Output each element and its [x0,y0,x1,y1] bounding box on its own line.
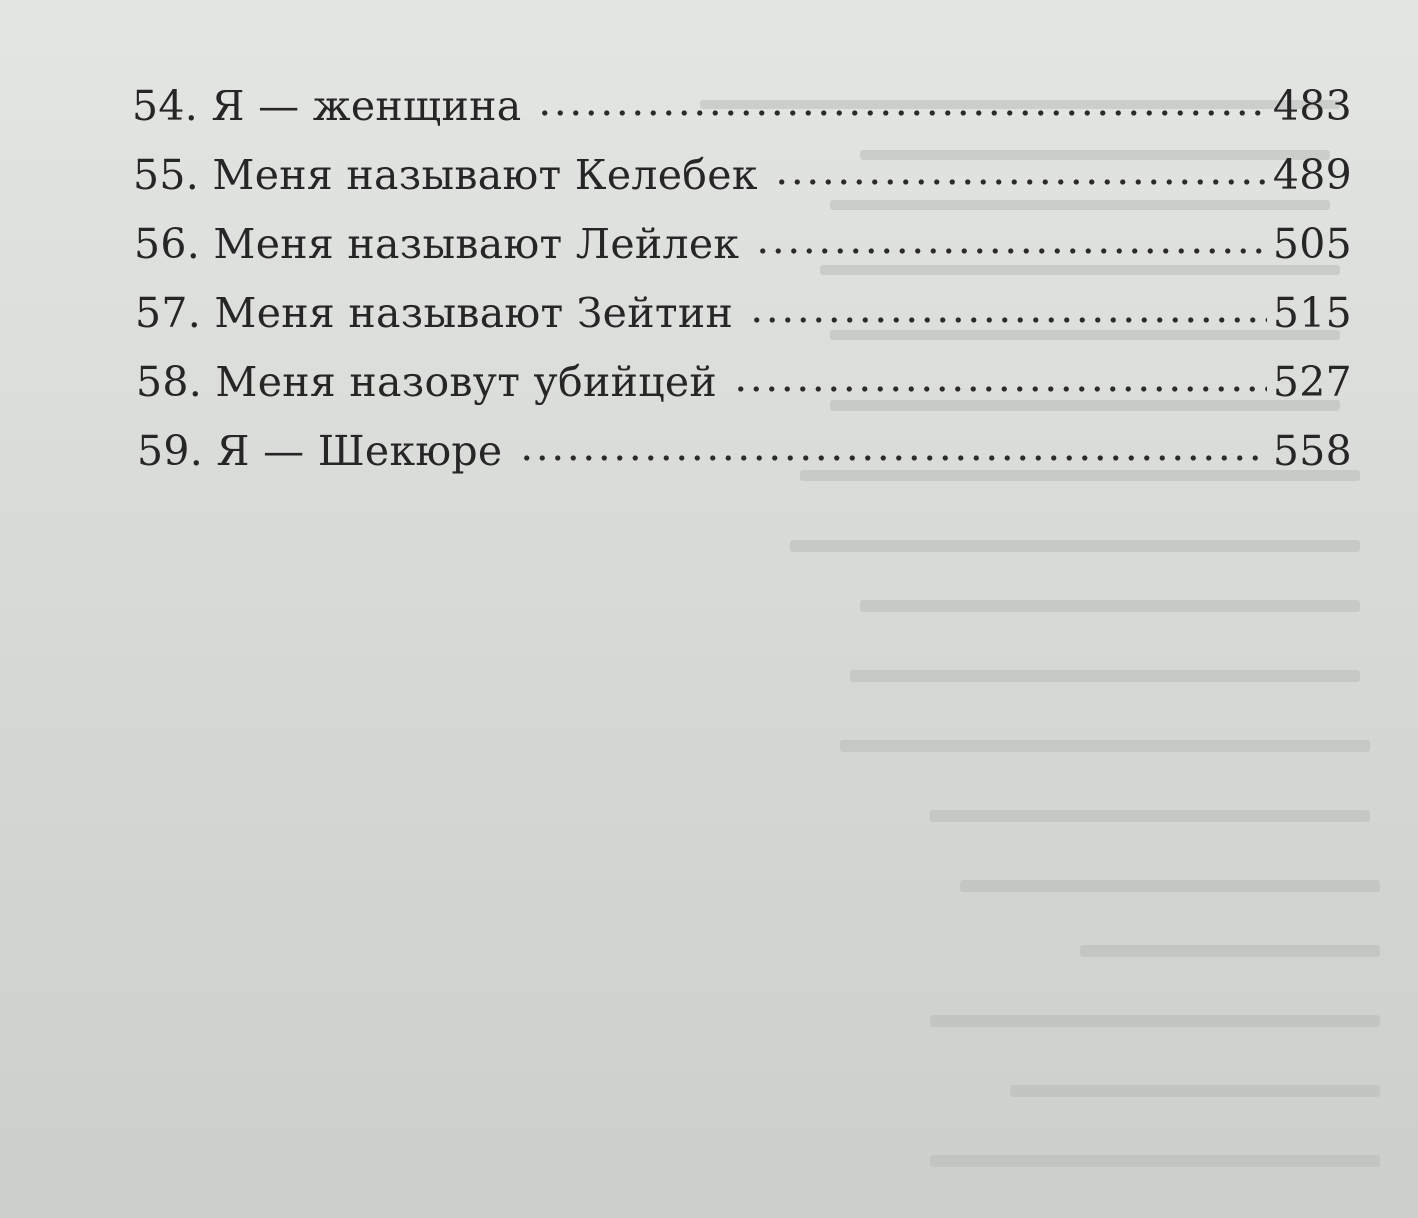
toc-entry-page: 505 [1272,220,1352,268]
toc-entry-page: 483 [1272,82,1352,130]
dot-leader [774,179,1267,185]
toc-entry [132,417,1352,486]
toc-entry-title: 54. Я — женщина [132,82,522,130]
toc-entry-page: 558 [1272,427,1352,475]
toc-entry-title: 57. Меня называют Зейтин [135,289,734,337]
toc-entry-page: 527 [1272,358,1352,406]
toc-entry [132,279,1352,348]
dot-leader [537,110,1266,116]
dot-leader [749,317,1267,323]
toc-entry-title: 58. Меня назовут убийцей [136,358,718,406]
toc-entry [132,210,1352,279]
toc-entry-title: 55. Меня называют Келебек [133,151,758,199]
toc-entry-title: 56. Меня называют Лейлек [134,220,740,268]
toc-entry [132,348,1352,417]
toc-entry-title: 59. Я — Шекюре [137,427,503,475]
toc-entry-page: 515 [1272,289,1352,337]
toc-entry [132,141,1352,210]
dot-leader [755,248,1266,254]
toc-entry-page: 489 [1272,151,1352,199]
dot-leader [519,455,1267,461]
dot-leader [733,386,1267,392]
toc-entry [132,72,1352,141]
table-of-contents [132,72,1352,486]
